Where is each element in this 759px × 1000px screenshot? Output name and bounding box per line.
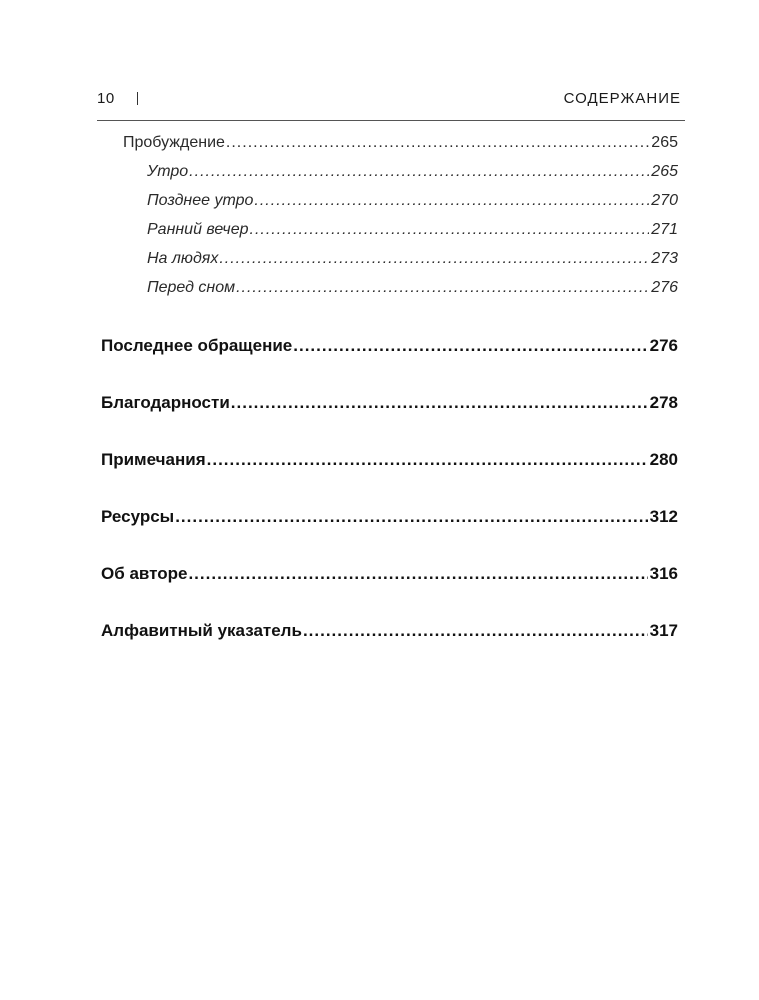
- dot-leader: [293, 336, 647, 356]
- page-number: 10: [97, 90, 115, 107]
- header-rule: [97, 120, 685, 121]
- header-separator: [137, 92, 138, 105]
- toc-entry-poslednee-obrashchenie[interactable]: [101, 336, 678, 356]
- toc-entry-page: 317: [649, 621, 678, 640]
- page-header: [97, 88, 683, 112]
- toc-entry-probuzhdenie[interactable]: [123, 134, 678, 152]
- dot-leader: [303, 621, 648, 641]
- toc-entry-label: Утро: [147, 163, 189, 180]
- toc-entry-label: Последнее обращение: [101, 336, 293, 355]
- toc-entry-page: 271: [651, 221, 678, 238]
- toc-entry-label: Об авторе: [101, 564, 188, 583]
- dot-leader: [254, 192, 649, 210]
- toc-entry-pered-snom[interactable]: [147, 279, 678, 297]
- dot-leader: [250, 221, 650, 239]
- toc-entry-pozdnee-utro[interactable]: [147, 192, 678, 210]
- dot-leader: [231, 393, 648, 413]
- dot-leader: [236, 279, 649, 297]
- toc-entry-label: Алфавитный указатель: [101, 621, 302, 640]
- toc-entry-label: Позднее утро: [147, 192, 254, 209]
- dot-leader: [219, 250, 649, 268]
- toc-entry-label: Благодарности: [101, 393, 230, 412]
- toc-entry-page: 312: [649, 507, 678, 526]
- toc-entry-ranniy-vecher[interactable]: [147, 221, 678, 239]
- toc-entry-label: Ранний вечер: [147, 221, 249, 238]
- toc-entry-page: 280: [649, 450, 678, 469]
- toc-entry-page: 265: [651, 163, 678, 180]
- toc-entry-utro[interactable]: [147, 163, 678, 181]
- toc-entry-page: 273: [651, 250, 678, 267]
- toc-entry-page: 265: [651, 134, 678, 151]
- toc-entry-page: 276: [649, 336, 678, 355]
- dot-leader: [188, 564, 647, 584]
- dot-leader: [175, 507, 647, 527]
- toc-entry-label: Ресурсы: [101, 507, 175, 526]
- toc-entry-label: Перед сном: [147, 279, 236, 296]
- dot-leader: [207, 450, 648, 470]
- toc-entry-page: 278: [649, 393, 678, 412]
- dot-leader: [226, 134, 649, 152]
- dot-leader: [189, 163, 649, 181]
- toc-entry-label: Примечания: [101, 450, 206, 469]
- toc-entry-blagodarnosti[interactable]: [101, 393, 678, 413]
- toc-entry-alfavitnyy-ukazatel[interactable]: [101, 621, 678, 641]
- running-title: СОДЕРЖАНИЕ: [563, 90, 681, 107]
- toc-entry-label: Пробуждение: [123, 134, 225, 151]
- toc-entry-page: 276: [651, 279, 678, 296]
- toc-entry-page: 270: [651, 192, 678, 209]
- toc-entry-label: На людях: [147, 250, 219, 267]
- toc-entry-page: 316: [649, 564, 678, 583]
- toc-entry-na-lyudyakh[interactable]: [147, 250, 678, 268]
- toc-entry-resursy[interactable]: [101, 507, 678, 527]
- toc-entry-ob-avtore[interactable]: [101, 564, 678, 584]
- toc-entry-primechaniya[interactable]: [101, 450, 678, 470]
